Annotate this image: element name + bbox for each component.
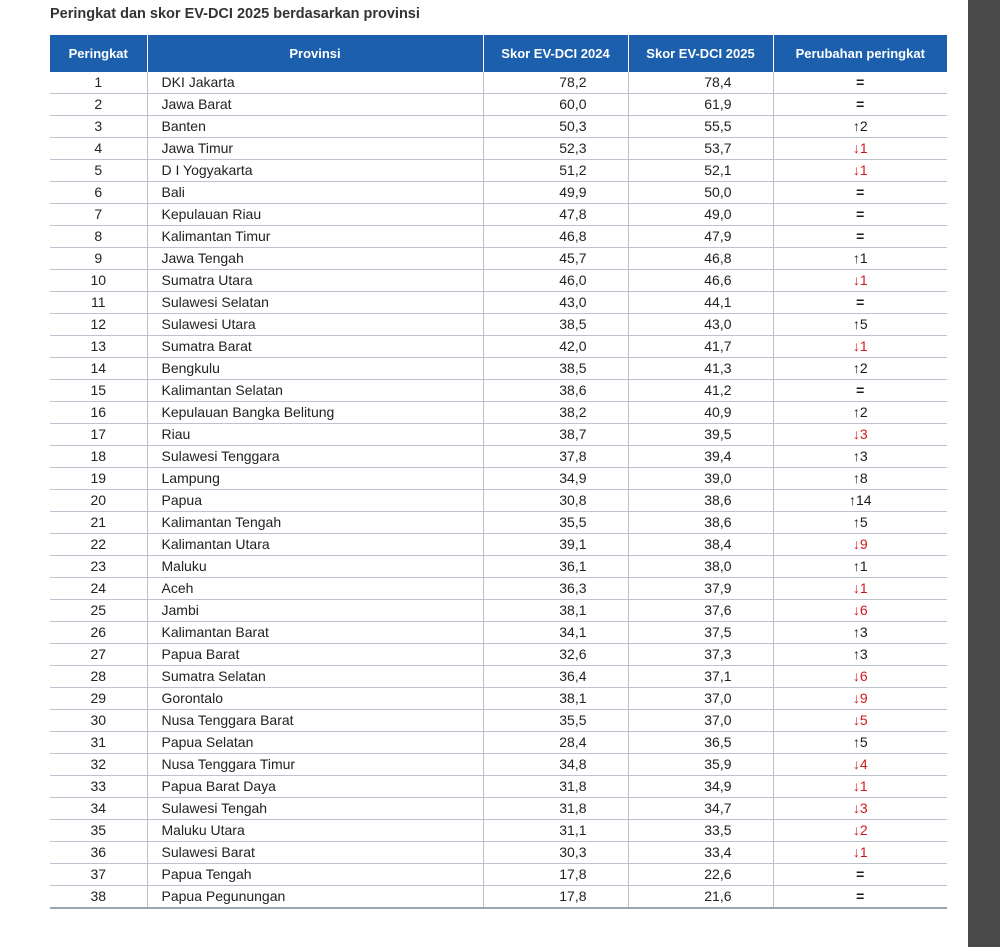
score-2024-cell: 31,1	[483, 820, 628, 842]
table-row	[50, 622, 947, 644]
table-row	[50, 468, 947, 490]
score-2025-cell: 50,0	[628, 182, 773, 204]
score-2024-cell: 36,3	[483, 578, 628, 600]
score-2024-cell: 50,3	[483, 116, 628, 138]
score-2025-cell: 40,9	[628, 402, 773, 424]
score-2024-cell: 46,8	[483, 226, 628, 248]
score-2024-cell: 30,3	[483, 842, 628, 864]
rank-cell: 6	[50, 182, 147, 204]
province-cell: Bengkulu	[147, 358, 483, 380]
header-score-2024: Skor EV-DCI 2024	[483, 35, 628, 72]
table-row	[50, 314, 947, 336]
table-body	[50, 72, 947, 908]
score-2025-cell: 21,6	[628, 886, 773, 909]
table-row	[50, 556, 947, 578]
province-cell: Jawa Tengah	[147, 248, 483, 270]
score-2024-cell: 60,0	[483, 94, 628, 116]
rank-change-cell: ↑8	[773, 468, 947, 490]
table-row	[50, 842, 947, 864]
province-cell: Papua Tengah	[147, 864, 483, 886]
score-2024-cell: 45,7	[483, 248, 628, 270]
rank-cell: 29	[50, 688, 147, 710]
rank-cell: 21	[50, 512, 147, 534]
rank-change-cell: ↑3	[773, 622, 947, 644]
rank-change-cell: =	[773, 182, 947, 204]
rank-cell: 13	[50, 336, 147, 358]
score-2025-cell: 41,3	[628, 358, 773, 380]
rank-change-cell: ↓1	[773, 776, 947, 798]
score-2025-cell: 47,9	[628, 226, 773, 248]
province-cell: Maluku Utara	[147, 820, 483, 842]
score-2024-cell: 38,2	[483, 402, 628, 424]
score-2025-cell: 38,6	[628, 490, 773, 512]
rank-cell: 17	[50, 424, 147, 446]
province-cell: Riau	[147, 424, 483, 446]
score-2024-cell: 38,5	[483, 358, 628, 380]
rank-cell: 37	[50, 864, 147, 886]
table-row	[50, 512, 947, 534]
rank-change-cell: ↓1	[773, 160, 947, 182]
rank-cell: 7	[50, 204, 147, 226]
province-cell: Maluku	[147, 556, 483, 578]
rank-cell: 16	[50, 402, 147, 424]
table-row	[50, 204, 947, 226]
province-cell: Jawa Timur	[147, 138, 483, 160]
score-2024-cell: 35,5	[483, 710, 628, 732]
rank-change-cell: =	[773, 204, 947, 226]
table-row	[50, 864, 947, 886]
rank-cell: 34	[50, 798, 147, 820]
header-rank-change: Perubahan peringkat	[773, 35, 947, 72]
score-2024-cell: 32,6	[483, 644, 628, 666]
rank-cell: 28	[50, 666, 147, 688]
rank-change-cell: ↑5	[773, 732, 947, 754]
score-2024-cell: 37,8	[483, 446, 628, 468]
province-cell: Papua Barat Daya	[147, 776, 483, 798]
rank-cell: 4	[50, 138, 147, 160]
table-row	[50, 402, 947, 424]
table-row	[50, 292, 947, 314]
rank-change-cell: ↓5	[773, 710, 947, 732]
province-cell: Jawa Barat	[147, 94, 483, 116]
score-2025-cell: 41,7	[628, 336, 773, 358]
score-2024-cell: 38,1	[483, 688, 628, 710]
score-2024-cell: 38,6	[483, 380, 628, 402]
province-cell: Sulawesi Utara	[147, 314, 483, 336]
score-2025-cell: 37,1	[628, 666, 773, 688]
score-2025-cell: 55,5	[628, 116, 773, 138]
score-2024-cell: 34,9	[483, 468, 628, 490]
rank-cell: 38	[50, 886, 147, 909]
rank-cell: 8	[50, 226, 147, 248]
rank-cell: 3	[50, 116, 147, 138]
table-row	[50, 600, 947, 622]
province-cell: Nusa Tenggara Timur	[147, 754, 483, 776]
score-2025-cell: 52,1	[628, 160, 773, 182]
score-2024-cell: 31,8	[483, 798, 628, 820]
score-2025-cell: 46,8	[628, 248, 773, 270]
score-2025-cell: 37,0	[628, 710, 773, 732]
province-cell: Kalimantan Tengah	[147, 512, 483, 534]
table-row	[50, 710, 947, 732]
rank-change-cell: ↑2	[773, 116, 947, 138]
province-cell: Kalimantan Timur	[147, 226, 483, 248]
province-cell: Kepulauan Riau	[147, 204, 483, 226]
score-2025-cell: 22,6	[628, 864, 773, 886]
rank-cell: 27	[50, 644, 147, 666]
score-2025-cell: 44,1	[628, 292, 773, 314]
rank-change-cell: ↓2	[773, 820, 947, 842]
rank-change-cell: ↓1	[773, 842, 947, 864]
score-2024-cell: 34,8	[483, 754, 628, 776]
table-row	[50, 116, 947, 138]
score-2025-cell: 33,5	[628, 820, 773, 842]
score-2024-cell: 38,5	[483, 314, 628, 336]
rank-change-cell: =	[773, 380, 947, 402]
rank-cell: 25	[50, 600, 147, 622]
score-2024-cell: 34,1	[483, 622, 628, 644]
score-2024-cell: 35,5	[483, 512, 628, 534]
table-row	[50, 886, 947, 909]
province-cell: Nusa Tenggara Barat	[147, 710, 483, 732]
province-cell: D I Yogyakarta	[147, 160, 483, 182]
score-2024-cell: 78,2	[483, 72, 628, 94]
table-row	[50, 732, 947, 754]
rank-cell: 19	[50, 468, 147, 490]
table-row	[50, 270, 947, 292]
score-2025-cell: 38,6	[628, 512, 773, 534]
table-row	[50, 666, 947, 688]
rank-cell: 32	[50, 754, 147, 776]
table-row	[50, 94, 947, 116]
rank-cell: 9	[50, 248, 147, 270]
rank-change-cell: =	[773, 94, 947, 116]
rank-change-cell: ↑5	[773, 512, 947, 534]
score-2024-cell: 51,2	[483, 160, 628, 182]
score-2024-cell: 36,1	[483, 556, 628, 578]
rank-change-cell: ↓1	[773, 270, 947, 292]
rank-cell: 1	[50, 72, 147, 94]
table-title: Peringkat dan skor EV-DCI 2025 berdasarkan provinsi	[50, 6, 420, 22]
province-cell: Papua Pegunungan	[147, 886, 483, 909]
rank-cell: 22	[50, 534, 147, 556]
table-header	[50, 35, 947, 72]
score-2024-cell: 52,3	[483, 138, 628, 160]
rank-change-cell: =	[773, 72, 947, 94]
table-row	[50, 160, 947, 182]
rank-change-cell: ↑14	[773, 490, 947, 512]
score-2024-cell: 36,4	[483, 666, 628, 688]
score-2024-cell: 30,8	[483, 490, 628, 512]
score-2024-cell: 39,1	[483, 534, 628, 556]
province-cell: Sumatra Utara	[147, 270, 483, 292]
province-cell: Banten	[147, 116, 483, 138]
ranking-table	[50, 35, 947, 909]
rank-change-cell: ↑3	[773, 644, 947, 666]
table-row	[50, 446, 947, 468]
rank-cell: 36	[50, 842, 147, 864]
rank-change-cell: ↓6	[773, 666, 947, 688]
rank-change-cell: ↓1	[773, 336, 947, 358]
rank-change-cell: ↓9	[773, 688, 947, 710]
rank-cell: 11	[50, 292, 147, 314]
score-2025-cell: 38,0	[628, 556, 773, 578]
rank-change-cell: ↓3	[773, 424, 947, 446]
rank-change-cell: ↑5	[773, 314, 947, 336]
score-2024-cell: 42,0	[483, 336, 628, 358]
score-2025-cell: 33,4	[628, 842, 773, 864]
score-2025-cell: 37,0	[628, 688, 773, 710]
rank-change-cell: ↑1	[773, 556, 947, 578]
rank-change-cell: ↓4	[773, 754, 947, 776]
table-row	[50, 798, 947, 820]
score-2025-cell: 36,5	[628, 732, 773, 754]
score-2025-cell: 41,2	[628, 380, 773, 402]
score-2024-cell: 43,0	[483, 292, 628, 314]
score-2025-cell: 37,6	[628, 600, 773, 622]
score-2025-cell: 39,4	[628, 446, 773, 468]
score-2025-cell: 39,0	[628, 468, 773, 490]
table-row	[50, 578, 947, 600]
score-2024-cell: 46,0	[483, 270, 628, 292]
score-2024-cell: 38,7	[483, 424, 628, 446]
rank-change-cell: ↓9	[773, 534, 947, 556]
score-2024-cell: 38,1	[483, 600, 628, 622]
score-2024-cell: 31,8	[483, 776, 628, 798]
rank-cell: 14	[50, 358, 147, 380]
province-cell: Kalimantan Utara	[147, 534, 483, 556]
table-row	[50, 424, 947, 446]
province-cell: Papua	[147, 490, 483, 512]
table-row	[50, 226, 947, 248]
header-province: Provinsi	[147, 35, 483, 72]
rank-cell: 33	[50, 776, 147, 798]
rank-cell: 2	[50, 94, 147, 116]
table-row	[50, 358, 947, 380]
rank-change-cell: ↑3	[773, 446, 947, 468]
province-cell: Sumatra Selatan	[147, 666, 483, 688]
table-row	[50, 490, 947, 512]
province-cell: Kepulauan Bangka Belitung	[147, 402, 483, 424]
table-row	[50, 644, 947, 666]
rank-change-cell: ↓3	[773, 798, 947, 820]
rank-cell: 31	[50, 732, 147, 754]
score-2025-cell: 37,9	[628, 578, 773, 600]
score-2025-cell: 46,6	[628, 270, 773, 292]
score-2025-cell: 35,9	[628, 754, 773, 776]
rank-cell: 20	[50, 490, 147, 512]
rank-change-cell: ↓1	[773, 578, 947, 600]
score-2025-cell: 34,7	[628, 798, 773, 820]
province-cell: Aceh	[147, 578, 483, 600]
score-2025-cell: 78,4	[628, 72, 773, 94]
rank-cell: 15	[50, 380, 147, 402]
table-row	[50, 138, 947, 160]
score-2025-cell: 37,5	[628, 622, 773, 644]
rank-cell: 24	[50, 578, 147, 600]
province-cell: Bali	[147, 182, 483, 204]
score-2024-cell: 17,8	[483, 886, 628, 909]
rank-change-cell: =	[773, 864, 947, 886]
score-2024-cell: 28,4	[483, 732, 628, 754]
score-2025-cell: 34,9	[628, 776, 773, 798]
province-cell: Sulawesi Tenggara	[147, 446, 483, 468]
province-cell: DKI Jakarta	[147, 72, 483, 94]
table-row	[50, 776, 947, 798]
rank-change-cell: ↑2	[773, 358, 947, 380]
province-cell: Sulawesi Barat	[147, 842, 483, 864]
rank-change-cell: =	[773, 886, 947, 909]
rank-change-cell: ↑2	[773, 402, 947, 424]
province-cell: Sulawesi Tengah	[147, 798, 483, 820]
score-2025-cell: 43,0	[628, 314, 773, 336]
score-2025-cell: 39,5	[628, 424, 773, 446]
rank-cell: 10	[50, 270, 147, 292]
score-2025-cell: 61,9	[628, 94, 773, 116]
table-row	[50, 248, 947, 270]
table-row	[50, 688, 947, 710]
province-cell: Papua Selatan	[147, 732, 483, 754]
score-2025-cell: 49,0	[628, 204, 773, 226]
province-cell: Sulawesi Selatan	[147, 292, 483, 314]
score-2024-cell: 47,8	[483, 204, 628, 226]
table-row	[50, 182, 947, 204]
rank-change-cell: ↑1	[773, 248, 947, 270]
table-row	[50, 380, 947, 402]
score-2024-cell: 49,9	[483, 182, 628, 204]
province-cell: Kalimantan Selatan	[147, 380, 483, 402]
rank-cell: 5	[50, 160, 147, 182]
header-rank: Peringkat	[50, 35, 147, 72]
province-cell: Lampung	[147, 468, 483, 490]
table-row	[50, 820, 947, 842]
rank-cell: 26	[50, 622, 147, 644]
score-2025-cell: 38,4	[628, 534, 773, 556]
table-row	[50, 336, 947, 358]
header-score-2025: Skor EV-DCI 2025	[628, 35, 773, 72]
score-2025-cell: 53,7	[628, 138, 773, 160]
table-row	[50, 72, 947, 94]
rank-change-cell: ↓1	[773, 138, 947, 160]
rank-change-cell: ↓6	[773, 600, 947, 622]
table-row	[50, 534, 947, 556]
rank-change-cell: =	[773, 226, 947, 248]
table-row	[50, 754, 947, 776]
rank-cell: 23	[50, 556, 147, 578]
rank-cell: 18	[50, 446, 147, 468]
province-cell: Papua Barat	[147, 644, 483, 666]
rank-change-cell: =	[773, 292, 947, 314]
province-cell: Jambi	[147, 600, 483, 622]
rank-cell: 12	[50, 314, 147, 336]
rank-cell: 35	[50, 820, 147, 842]
province-cell: Kalimantan Barat	[147, 622, 483, 644]
score-2025-cell: 37,3	[628, 644, 773, 666]
province-cell: Gorontalo	[147, 688, 483, 710]
rank-cell: 30	[50, 710, 147, 732]
score-2024-cell: 17,8	[483, 864, 628, 886]
province-cell: Sumatra Barat	[147, 336, 483, 358]
